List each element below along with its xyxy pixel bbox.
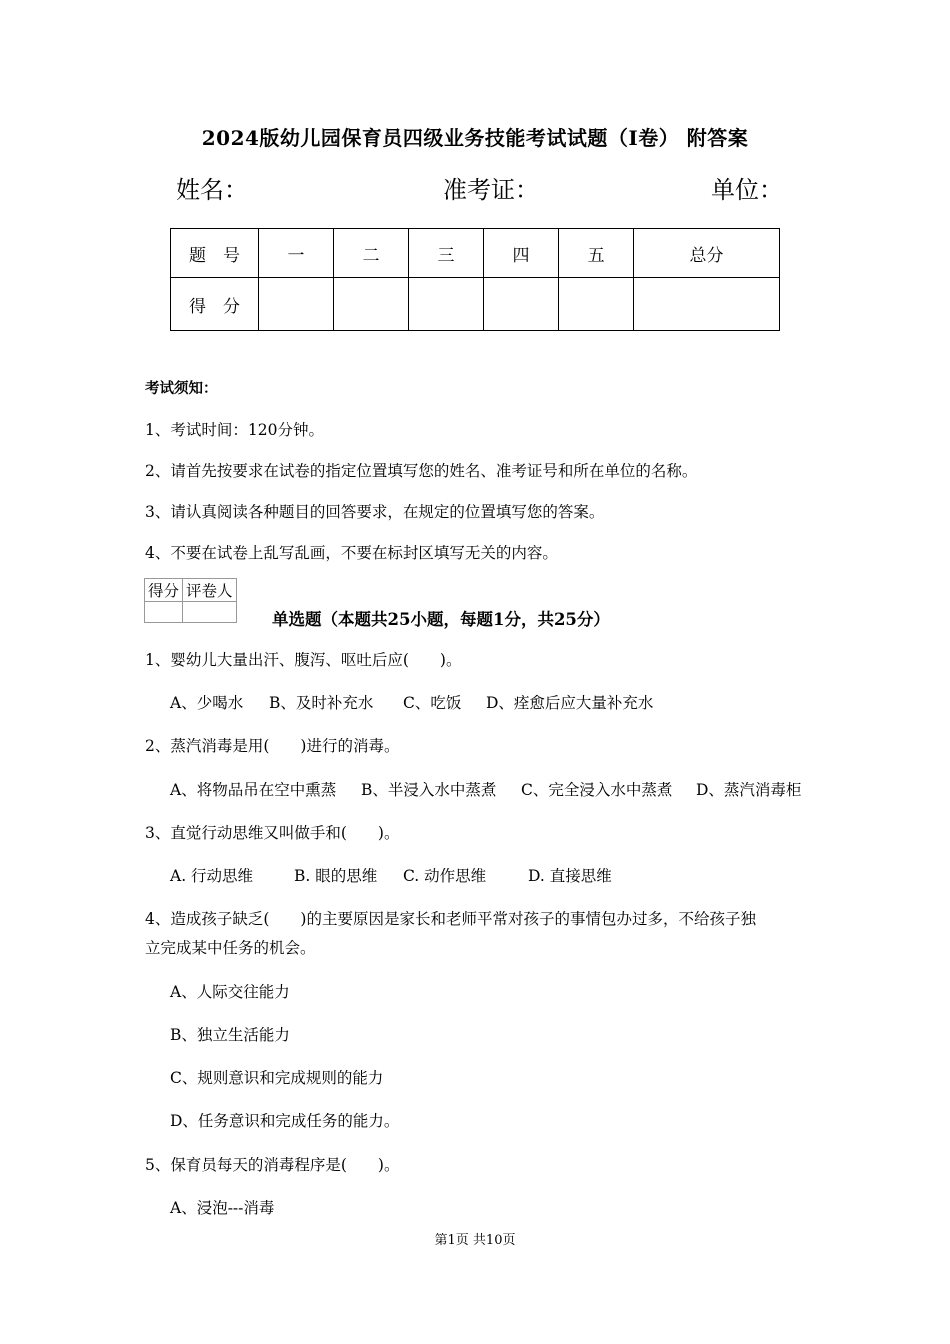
option-b: B、半浸入水中蒸煮 <box>361 781 497 799</box>
option-a: A、少喝水 <box>170 694 244 712</box>
notice-item: 1、考试时间：120分钟。 <box>145 421 324 439</box>
score-row-label: 得 分 <box>171 278 259 331</box>
option-a: A、人际交往能力 <box>170 983 290 1001</box>
score-header-cell: 总分 <box>634 229 780 278</box>
option-d: D、任务意识和完成任务的能力。 <box>170 1112 400 1130</box>
notice-heading: 考试须知： <box>145 380 218 397</box>
score-cell[interactable] <box>484 278 559 331</box>
grader-box-grader-cell[interactable] <box>183 602 237 623</box>
option-d: D、蒸汽消毒柜 <box>696 781 802 799</box>
name-field-label: 姓名： <box>176 176 248 204</box>
option-b: B. 眼的思维 <box>294 867 378 885</box>
option-a: A、浸泡---消毒 <box>170 1199 275 1217</box>
score-header-cell: 四 <box>484 229 559 278</box>
score-table-score-row <box>171 278 780 331</box>
score-header-cell: 五 <box>559 229 634 278</box>
option-b: B、及时补充水 <box>269 694 374 712</box>
option-c: C、完全浸入水中蒸煮 <box>521 781 673 799</box>
question-text: 2、蒸汽消毒是用( )进行的消毒。 <box>145 737 400 755</box>
score-cell[interactable] <box>334 278 409 331</box>
option-d: D. 直接思维 <box>528 867 612 885</box>
option-d: D、痊愈后应大量补充水 <box>486 694 654 712</box>
option-b: B、独立生活能力 <box>170 1026 290 1044</box>
option-c: C、吃饭 <box>403 694 462 712</box>
notice-item: 2、请首先按要求在试卷的指定位置填写您的姓名、准考证号和所在单位的名称。 <box>145 462 698 480</box>
notice-item: 4、不要在试卷上乱写乱画，不要在标封区填写无关的内容。 <box>145 544 558 562</box>
option-a: A. 行动思维 <box>170 867 254 885</box>
grader-box-score-label: 得分 <box>145 579 183 602</box>
question-text: 5、保育员每天的消毒程序是( )。 <box>145 1156 400 1174</box>
score-header-cell: 二 <box>334 229 409 278</box>
unit-field-label: 单位： <box>711 176 783 204</box>
score-table <box>170 228 780 331</box>
score-cell[interactable] <box>559 278 634 331</box>
option-c: C、规则意识和完成规则的能力 <box>170 1069 384 1087</box>
question-text: 1、婴幼儿大量出汗、腹泻、呕吐后应( )。 <box>145 651 462 669</box>
score-cell[interactable] <box>634 278 780 331</box>
page-footer: 第1页 共10页 <box>434 1233 516 1248</box>
question-text: 4、造成孩子缺乏( )的主要原因是家长和老师平常对孩子的事情包办过多，不给孩子独 <box>145 910 756 928</box>
section-title: 单选题（本题共25小题，每题1分，共25分） <box>272 610 610 629</box>
notice-item: 3、请认真阅读各种题目的回答要求，在规定的位置填写您的答案。 <box>145 503 605 521</box>
question-text-continued: 立完成某中任务的机会。 <box>145 939 316 957</box>
score-header-cell: 三 <box>409 229 484 278</box>
score-table-header-row <box>171 229 780 278</box>
score-cell[interactable] <box>409 278 484 331</box>
score-cell[interactable] <box>259 278 334 331</box>
page-title: 2024版幼儿园保育员四级业务技能考试试题（I卷） 附答案 <box>201 126 749 150</box>
grader-box-score-cell[interactable] <box>145 602 183 623</box>
exam-id-field-label: 准考证： <box>443 176 539 204</box>
score-header-cell: 题 号 <box>171 229 259 278</box>
grader-box-grader-label: 评卷人 <box>183 579 237 602</box>
grader-box <box>144 578 237 623</box>
option-a: A、将物品吊在空中熏蒸 <box>170 781 337 799</box>
option-c: C. 动作思维 <box>403 867 487 885</box>
score-header-cell: 一 <box>259 229 334 278</box>
question-text: 3、直觉行动思维又叫做手和( )。 <box>145 824 400 842</box>
